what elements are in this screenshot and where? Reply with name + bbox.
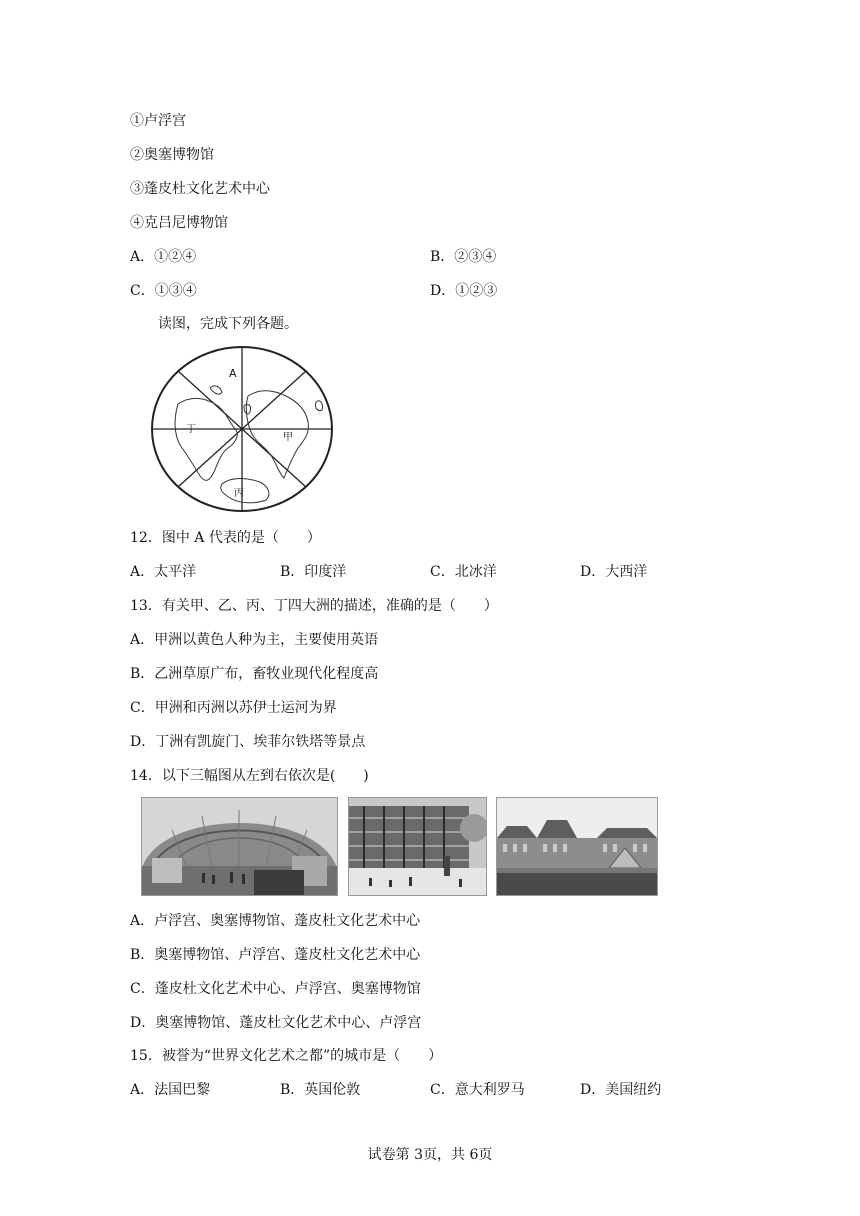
- q14-option-d: D．奥塞博物馆、蓬皮杜文化艺术中心、卢浮宫: [130, 1015, 422, 1031]
- q11-option-d: D．①②③: [430, 283, 498, 299]
- list-item-3: ③蓬皮杜文化艺术中心: [130, 181, 270, 197]
- q12-option-d: D．大西洋: [580, 564, 648, 580]
- map-label-bing: 丙: [234, 488, 244, 499]
- map-label-jia: 甲: [283, 432, 293, 443]
- q12-option-c: C．北冰洋: [430, 564, 497, 580]
- q14-stem: 14．以下三幅图从左到右依次是( ): [130, 768, 369, 784]
- q15-option-b: B．英国伦敦: [280, 1082, 361, 1098]
- q13-option-b: B．乙洲草原广布，畜牧业现代化程度高: [130, 666, 379, 682]
- polar-map-figure: [148, 344, 336, 514]
- q13-option-d: D．丁洲有凯旋门、埃菲尔铁塔等景点: [130, 734, 366, 750]
- q14-option-c: C．蓬皮杜文化艺术中心、卢浮宫、奥塞博物馆: [130, 981, 421, 997]
- q11-option-a: A．①②④: [130, 249, 197, 265]
- photo-palace-pyramid: [496, 797, 658, 896]
- q14-option-b: B．奥塞博物馆、卢浮宫、蓬皮杜文化艺术中心: [130, 947, 421, 963]
- page-footer: 试卷第 3页，共 6页: [367, 1147, 493, 1163]
- q14-option-a: A．卢浮宫、奥塞博物馆、蓬皮杜文化艺术中心: [130, 913, 421, 929]
- q11-option-c: C．①③④: [130, 283, 197, 299]
- list-item-4: ④克吕尼博物馆: [130, 215, 228, 231]
- map-label-a: A: [229, 367, 237, 380]
- map-label-ding: 丁: [186, 424, 196, 435]
- photo-museum-hall: [141, 797, 338, 896]
- list-item-2: ②奥塞博物馆: [130, 147, 214, 163]
- q15-option-d: D．美国纽约: [580, 1082, 662, 1098]
- q12-option-a: A．太平洋: [130, 564, 197, 580]
- q13-option-c: C．甲洲和丙洲以苏伊士运河为界: [130, 700, 337, 716]
- q11-option-b: B．②③④: [430, 249, 497, 265]
- q15-stem: 15．被誉为“世界文化艺术之都”的城市是（ ）: [130, 1048, 443, 1064]
- photo-arts-center: [348, 797, 487, 896]
- q12-option-b: B．印度洋: [280, 564, 347, 580]
- list-item-1: ①卢浮宫: [130, 113, 186, 129]
- q12-stem: 12．图中 A 代表的是（ ）: [130, 530, 321, 546]
- q13-stem: 13．有关甲、乙、丙、丁四大洲的描述，准确的是（ ）: [130, 598, 498, 614]
- q13-option-a: A．甲洲以黄色人种为主，主要使用英语: [130, 632, 379, 648]
- q15-option-c: C．意大利罗马: [430, 1082, 525, 1098]
- instruction: 读图，完成下列各题。: [158, 316, 298, 332]
- q15-option-a: A．法国巴黎: [130, 1082, 211, 1098]
